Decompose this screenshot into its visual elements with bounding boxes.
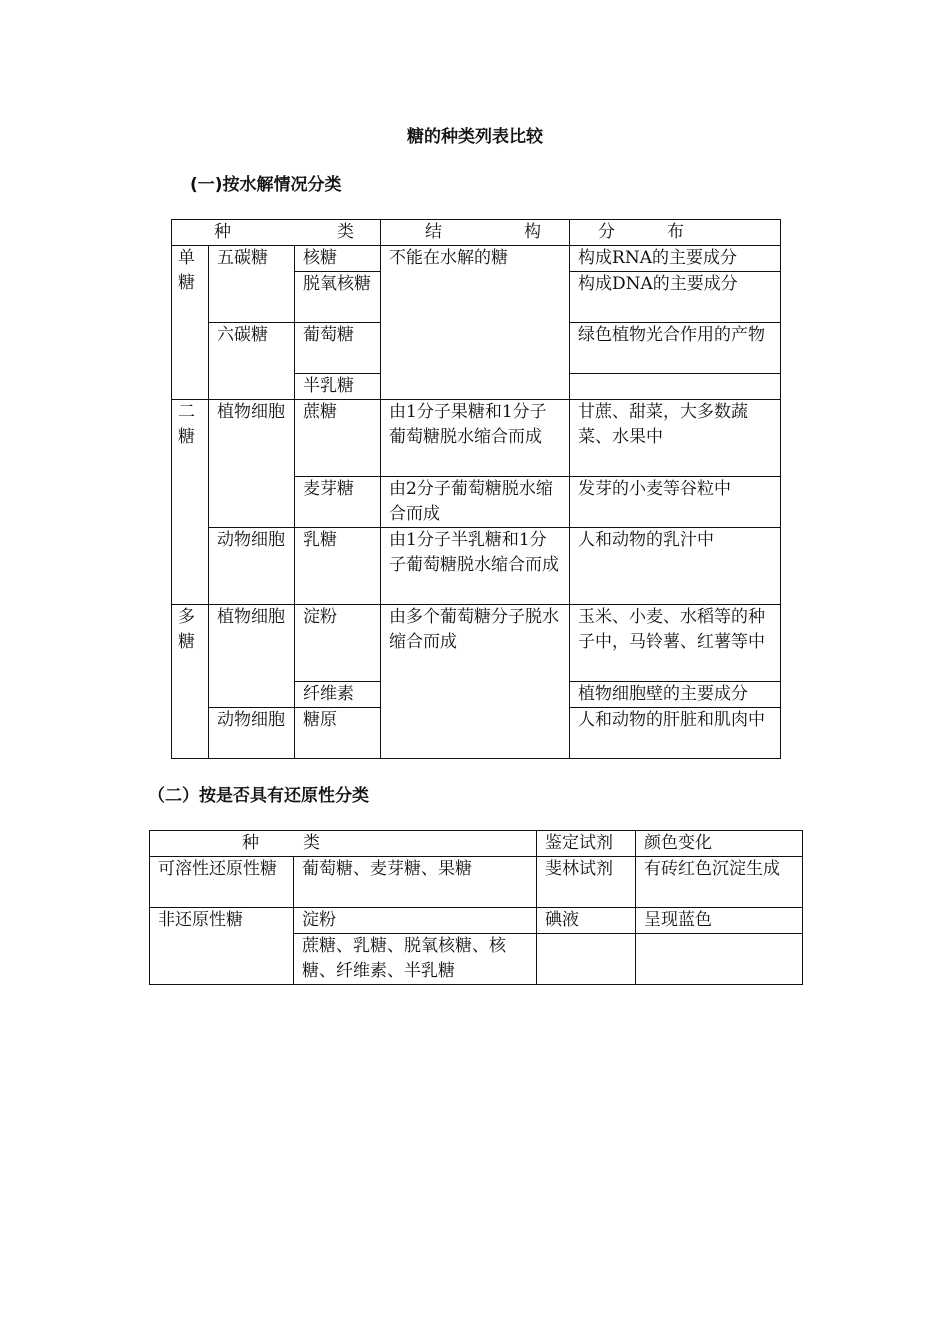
header-kind-char-2: 类 xyxy=(303,833,320,853)
poly-structure: 由多个葡萄糖分子脱水缩合而成 xyxy=(381,605,570,759)
table-row xyxy=(172,528,781,605)
header-kind-char-2: 类 xyxy=(337,222,355,242)
header-kind xyxy=(172,220,381,246)
header-reagent: 鉴定试剂 xyxy=(537,831,636,857)
glucose-distribution: 绿色植物光合作用的产物 xyxy=(570,323,781,374)
sugar-cellulose: 纤维素 xyxy=(295,682,381,708)
subgroup-animal-cell: 动物细胞 xyxy=(209,528,295,605)
subgroup-plant-cell: 植物细胞 xyxy=(209,605,295,708)
sucrose-distribution: 甘蔗、甜菜，大多数蔬菜、水果中 xyxy=(570,400,781,477)
sugar-glycogen: 糖原 xyxy=(295,708,381,759)
header-kind xyxy=(150,831,537,857)
sugar-glucose: 葡萄糖 xyxy=(295,323,381,374)
sugar-maltose: 麦芽糖 xyxy=(295,477,381,528)
table-row xyxy=(172,246,781,272)
subgroup-plant-cell: 植物细胞 xyxy=(209,400,295,528)
header-color-change: 颜色变化 xyxy=(636,831,803,857)
glycogen-distribution: 人和动物的肝脏和肌肉中 xyxy=(570,708,781,759)
starch-distribution: 玉米、小麦、水稻等的种子中，马铃薯、红薯等中 xyxy=(570,605,781,682)
page-title: 糖的种类列表比较 xyxy=(407,127,543,147)
starch-reagent: 碘液 xyxy=(537,908,636,934)
category-reducing: 可溶性还原性糖 xyxy=(150,857,294,908)
ribose-distribution: 构成RNA的主要成分 xyxy=(570,246,781,272)
section-heading-hydrolysis: (一)按水解情况分类 xyxy=(190,175,342,195)
table-row xyxy=(172,605,781,682)
header-structure-char-2: 构 xyxy=(524,222,542,242)
mono-structure: 不能在水解的糖 xyxy=(381,246,570,400)
header-structure xyxy=(381,220,570,246)
table-row xyxy=(172,400,781,477)
non-reducing-items: 蔗糖、乳糖、脱氧核糖、核糖、纤维素、半乳糖 xyxy=(294,934,537,985)
table-header-row xyxy=(150,831,803,857)
header-distribution-char-2: 布 xyxy=(667,222,685,242)
reducing-items: 葡萄糖、麦芽糖、果糖 xyxy=(294,857,537,908)
maltose-distribution: 发芽的小麦等谷粒中 xyxy=(570,477,781,528)
reducing-reagent: 斐林试剂 xyxy=(537,857,636,908)
subgroup-pentose: 五碳糖 xyxy=(209,246,295,323)
sugar-sucrose: 蔗糖 xyxy=(295,400,381,477)
group-monosaccharide: 单糖 xyxy=(172,246,209,400)
cellulose-distribution: 植物细胞壁的主要成分 xyxy=(570,682,781,708)
header-kind-char-1: 种 xyxy=(242,833,259,853)
sugar-deoxyribose: 脱氧核糖 xyxy=(295,272,381,323)
subgroup-hexose: 六碳糖 xyxy=(209,323,295,400)
non-reducing-color xyxy=(636,934,803,985)
table-row xyxy=(150,908,803,934)
reducing-sugar-table xyxy=(149,830,803,985)
hydrolysis-classification-table xyxy=(171,219,781,759)
starch-color: 呈现蓝色 xyxy=(636,908,803,934)
sugar-lactose: 乳糖 xyxy=(295,528,381,605)
sugar-starch: 淀粉 xyxy=(295,605,381,682)
category-non-reducing: 非还原性糖 xyxy=(150,908,294,985)
group-disaccharide: 二糖 xyxy=(172,400,209,605)
sugar-galactose: 半乳糖 xyxy=(295,374,381,400)
header-structure-char-1: 结 xyxy=(425,222,443,242)
header-kind-char-1: 种 xyxy=(214,222,231,242)
sucrose-structure: 由1分子果糖和1分子葡萄糖脱水缩合而成 xyxy=(381,400,570,477)
non-reducing-reagent xyxy=(537,934,636,985)
starch-item: 淀粉 xyxy=(294,908,537,934)
table-header-row xyxy=(172,220,781,246)
group-polysaccharide: 多糖 xyxy=(172,605,209,759)
reducing-color: 有砖红色沉淀生成 xyxy=(636,857,803,908)
lactose-structure: 由1分子半乳糖和1分子葡萄糖脱水缩合而成 xyxy=(381,528,570,605)
maltose-structure: 由2分子葡萄糖脱水缩合而成 xyxy=(381,477,570,528)
subgroup-animal-cell: 动物细胞 xyxy=(209,708,295,759)
sugar-ribose: 核糖 xyxy=(295,246,381,272)
header-distribution xyxy=(570,220,781,246)
deoxyribose-distribution: 构成DNA的主要成分 xyxy=(570,272,781,323)
header-distribution-char-1: 分 xyxy=(598,222,616,242)
table-row xyxy=(150,857,803,908)
lactose-distribution: 人和动物的乳汁中 xyxy=(570,528,781,605)
section-heading-reducing: （二）按是否具有还原性分类 xyxy=(148,786,369,806)
galactose-distribution xyxy=(570,374,781,400)
